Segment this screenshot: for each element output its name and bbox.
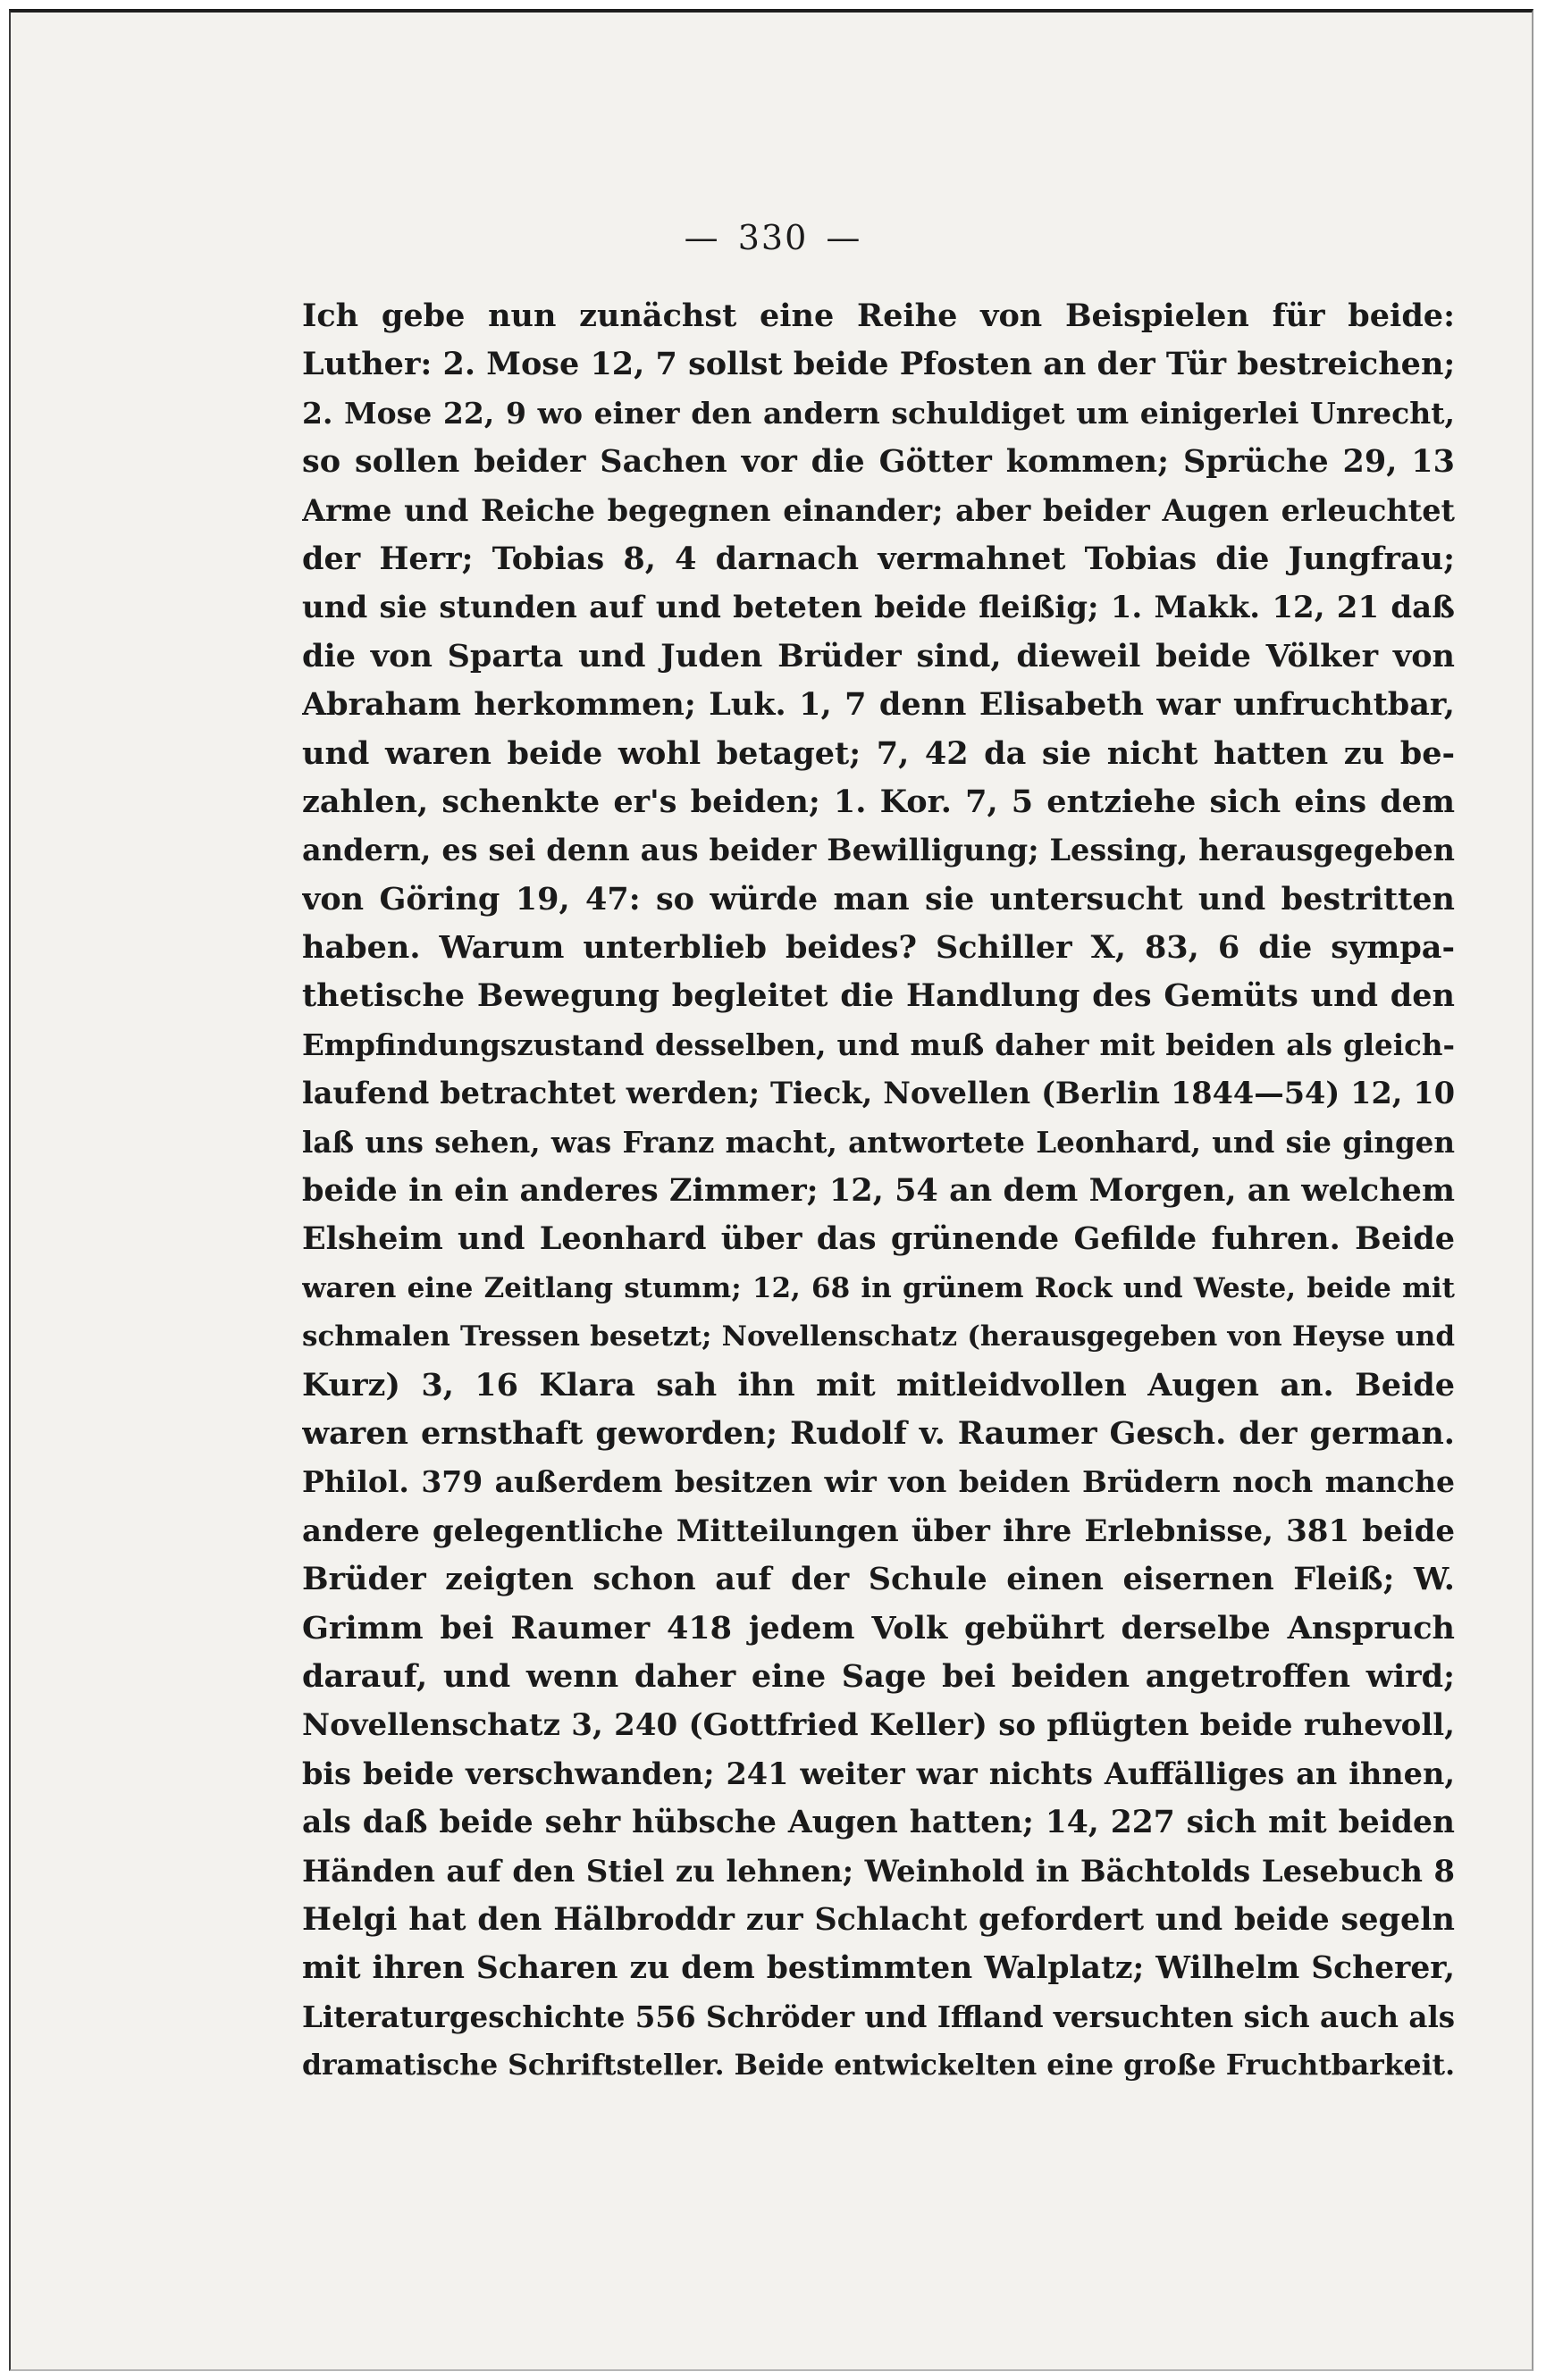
text-line: beide in ein anderes Zimmer; 12, 54 an dem Morgen, an welchem (302, 1172, 1455, 1210)
text-line: 2. Mose 22, 9 wo einer den andern schuldiget um einigerlei Unrecht, (302, 395, 1455, 431)
text-line: dramatische Schriftsteller. Beide entwickelten eine große Fruchtbarkeit. (302, 2049, 1455, 2082)
text-line: Ich gebe nun zunächst eine Reihe von Beispielen für beide: (302, 298, 1455, 334)
text-line: schmalen Tressen besetzt; Novellenschatz (herausgegeben von Heyse und (302, 1320, 1455, 1353)
text-line: Novellenschatz 3, 240 (Gottfried Keller) so pflügten beide ruhevoll, (302, 1707, 1455, 1744)
text-line: Empfindungszustand desselben, und muß daher mit beiden als gleich- (302, 1027, 1455, 1062)
text-line: Arme und Reiche begegnen einander; aber beider Augen erleuchtet (302, 492, 1455, 528)
text-line: Brüder zeigten schon auf der Schule einen eisernen Fleiß; W. (302, 1561, 1455, 1598)
text-line: haben. Warum unterblieb beides? Schiller X, 83, 6 die sympa- (302, 929, 1455, 967)
text-line: Luther: 2. Mose 12, 7 sollst beide Pfosten an der Tür bestreichen; (302, 346, 1455, 383)
page-number: — 330 — (684, 218, 862, 257)
text-line: und waren beide wohl betaget; 7, 42 da sie nicht hatten zu be- (302, 734, 1455, 772)
text-line: mit ihren Scharen zu dem bestimmten Walplatz; Wilhelm Scherer, (302, 1950, 1455, 1987)
text-line: Abraham herkommen; Luk. 1, 7 denn Elisabeth war unfruchtbar, (302, 686, 1455, 724)
text-line: laß uns sehen, was Franz macht, antwortete Leonhard, und sie gingen (302, 1124, 1455, 1160)
text-line: von Göring 19, 47: so würde man sie untersucht und bestritten (302, 880, 1455, 918)
text-line: andere gelegentliche Mitteilungen über ihre Erlebnisse, 381 beide (302, 1513, 1455, 1549)
text-line: und sie stunden auf und beteten beide fleißig; 1. Makk. 12, 21 daß (302, 590, 1455, 626)
text-line: der Herr; Tobias 8, 4 darnach vermahnet Tobias die Jungfrau; (302, 540, 1455, 577)
text-line: Elsheim und Leonhard über das grünende Gefilde fuhren. Beide (302, 1220, 1455, 1258)
text-line: Philol. 379 außerdem besitzen wir von beiden Brüdern noch manche (302, 1464, 1455, 1500)
text-line: als daß beide sehr hübsche Augen hatten; 14, 227 sich mit beiden (302, 1805, 1455, 1841)
text-line: waren ernsthaft geworden; Rudolf v. Raumer Gesch. der german. (302, 1414, 1455, 1452)
text-line: zahlen, schenkte er's beiden; 1. Kor. 7, 5 entziehe sich eins dem (302, 783, 1455, 820)
text-line: laufend betrachtet werden; Tieck, Novellen (Berlin 1844—54) 12, 10 (302, 1076, 1455, 1111)
text-line: waren eine Zeitlang stumm; 12, 68 in grünem Rock und Weste, beide mit (302, 1271, 1455, 1304)
text-line: darauf, und wenn daher eine Sage bei beiden angetroffen wird; (302, 1657, 1455, 1695)
text-line: Händen auf den Stiel zu lehnen; Weinhold in Bächtolds Lesebuch 8 (302, 1853, 1455, 1890)
body-text (302, 292, 1455, 2090)
text-line: Grimm bei Raumer 418 jedem Volk gebührt derselbe Anspruch (302, 1609, 1455, 1647)
text-line: andern, es sei denn aus beider Bewilligung; Lessing, herausgegeben (302, 833, 1455, 868)
text-line: thetische Bewegung begleitet die Handlung des Gemüts und den (302, 977, 1455, 1015)
text-line: Kurz) 3, 16 Klara sah ihn mit mitleidvollen Augen an. Beide (302, 1366, 1455, 1404)
text-line: Literaturgeschichte 556 Schröder und Iffland versuchten sich auch als (302, 1999, 1455, 2034)
text-line: Helgi hat den Hälbroddr zur Schlacht gefordert und beide segeln (302, 1900, 1455, 1938)
text-line: bis beide verschwanden; 241 weiter war nichts Auffälliges an ihnen, (302, 1756, 1455, 1791)
text-line: die von Sparta und Juden Brüder sind, dieweil beide Völker von (302, 637, 1455, 675)
text-line: so sollen beider Sachen vor die Götter kommen; Sprüche 29, 13 (302, 443, 1455, 481)
